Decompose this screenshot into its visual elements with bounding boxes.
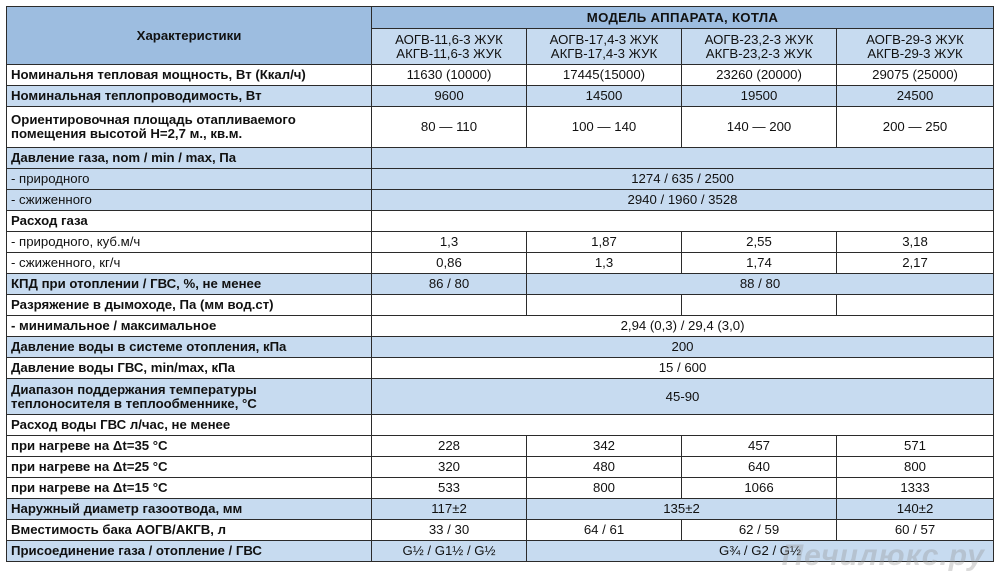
cell-value: 3,18 [837, 232, 994, 253]
cell-value: 457 [682, 436, 837, 457]
cell-value: G¾ / G2 / G½ [527, 541, 994, 562]
cell-value: 800 [527, 478, 682, 499]
cell-value: 29075 (25000) [837, 65, 994, 86]
table-row [7, 415, 994, 436]
table-row [7, 274, 994, 295]
model-header: МОДЕЛЬ АППАРАТА, КОТЛА [372, 7, 994, 29]
cell-value: 24500 [837, 86, 994, 107]
table-row [7, 541, 994, 562]
cell-empty [372, 415, 994, 436]
cell-value: 64 / 61 [527, 520, 682, 541]
cell-value: 88 / 80 [527, 274, 994, 295]
site-watermark: Печилюкс.ру [781, 539, 985, 572]
cell-value: 60 / 57 [837, 520, 994, 541]
cell-value: 2940 / 1960 / 3528 [372, 190, 994, 211]
row-label: при нагреве на Δt=35 °С [7, 436, 372, 457]
cell-value: 0,86 [372, 253, 527, 274]
cell-value: 571 [837, 436, 994, 457]
row-label: Давление воды ГВС, min/max, кПа [7, 358, 372, 379]
cell-value: 640 [682, 457, 837, 478]
cell-value: 140 — 200 [682, 107, 837, 148]
cell-empty [682, 295, 837, 316]
cell-value: 86 / 80 [372, 274, 527, 295]
table-row [7, 107, 994, 148]
table-row [7, 436, 994, 457]
cell-value: 1066 [682, 478, 837, 499]
cell-value: 19500 [682, 86, 837, 107]
row-label: КПД при отоплении / ГВС, %, не менее [7, 274, 372, 295]
cell-value: 1,87 [527, 232, 682, 253]
row-label: Наружный диаметр газоотвода, мм [7, 499, 372, 520]
header-row [7, 7, 994, 29]
cell-value: 100 — 140 [527, 107, 682, 148]
row-label: - минимальное / максимальное [7, 316, 372, 337]
table-row [7, 190, 994, 211]
row-label: Давление газа, nom / min / max, Па [7, 148, 372, 169]
cell-value: 2,94 (0,3) / 29,4 (3,0) [372, 316, 994, 337]
cell-value: 1274 / 635 / 2500 [372, 169, 994, 190]
cell-value: 200 — 250 [837, 107, 994, 148]
row-label: при нагреве на Δt=25 °С [7, 457, 372, 478]
cell-empty [527, 295, 682, 316]
cell-value: 140±2 [837, 499, 994, 520]
table-row [7, 316, 994, 337]
cell-value: 23260 (20000) [682, 65, 837, 86]
row-label: Присоединение газа / отопление / ГВС [7, 541, 372, 562]
cell-value: 200 [372, 337, 994, 358]
cell-value: 2,17 [837, 253, 994, 274]
unit-name-4: АОГВ-29-3 ЖУК АКГВ-29-3 ЖУК [837, 29, 994, 65]
cell-empty [372, 295, 527, 316]
row-label: Номинальная теплопроводимость, Вт [7, 86, 372, 107]
cell-empty [372, 148, 994, 169]
cell-value: 80 — 110 [372, 107, 527, 148]
table-row [7, 169, 994, 190]
cell-value: 45-90 [372, 379, 994, 415]
table-row [7, 148, 994, 169]
characteristics-header: Характеристики [7, 7, 372, 65]
row-label: Диапазон поддержания температуры теплоносителя в теплообменнике, °С [7, 379, 372, 415]
table-row [7, 65, 994, 86]
row-label: при нагреве на Δt=15 °С [7, 478, 372, 499]
table-row [7, 520, 994, 541]
table-row [7, 478, 994, 499]
specifications-table [6, 6, 994, 562]
row-label: Ориентировочная площадь отапливаемого помещения высотой Н=2,7 м., кв.м. [7, 107, 372, 148]
cell-value: 17445(15000) [527, 65, 682, 86]
cell-value: 533 [372, 478, 527, 499]
cell-value: 135±2 [527, 499, 837, 520]
cell-empty [372, 211, 994, 232]
row-label: - сжиженного, кг/ч [7, 253, 372, 274]
unit-name-2: АОГВ-17,4-3 ЖУК АКГВ-17,4-3 ЖУК [527, 29, 682, 65]
table-row [7, 86, 994, 107]
cell-value: 1,74 [682, 253, 837, 274]
cell-value: 228 [372, 436, 527, 457]
cell-value: 1,3 [527, 253, 682, 274]
unit-name-1: АОГВ-11,6-3 ЖУК АКГВ-11,6-3 ЖУК [372, 29, 527, 65]
row-label: Разряжение в дымоходе, Па (мм вод.ст) [7, 295, 372, 316]
cell-value: 15 / 600 [372, 358, 994, 379]
row-label: Номинальня тепловая мощность, Вт (Ккал/ч) [7, 65, 372, 86]
cell-value: 342 [527, 436, 682, 457]
cell-value: 2,55 [682, 232, 837, 253]
table-row [7, 232, 994, 253]
table-row [7, 211, 994, 232]
table-row [7, 337, 994, 358]
cell-value: 1,3 [372, 232, 527, 253]
row-label: - природного, куб.м/ч [7, 232, 372, 253]
row-label: - природного [7, 169, 372, 190]
table-row [7, 253, 994, 274]
cell-value: 117±2 [372, 499, 527, 520]
table-row [7, 457, 994, 478]
row-label: Давление воды в системе отопления, кПа [7, 337, 372, 358]
cell-value: 14500 [527, 86, 682, 107]
cell-value: 800 [837, 457, 994, 478]
cell-value: 1333 [837, 478, 994, 499]
cell-value: 320 [372, 457, 527, 478]
cell-value: 62 / 59 [682, 520, 837, 541]
table-row [7, 358, 994, 379]
table-row [7, 499, 994, 520]
cell-value: 33 / 30 [372, 520, 527, 541]
cell-empty [837, 295, 994, 316]
table-row [7, 379, 994, 415]
cell-value: 11630 (10000) [372, 65, 527, 86]
unit-name-3: АОГВ-23,2-3 ЖУК АКГВ-23,2-3 ЖУК [682, 29, 837, 65]
cell-value: G½ / G1½ / G½ [372, 541, 527, 562]
table-row [7, 295, 994, 316]
row-label: Расход газа [7, 211, 372, 232]
cell-value: 480 [527, 457, 682, 478]
row-label: - сжиженного [7, 190, 372, 211]
row-label: Вместимость бака АОГВ/АКГВ, л [7, 520, 372, 541]
cell-value: 9600 [372, 86, 527, 107]
row-label: Расход воды ГВС л/час, не менее [7, 415, 372, 436]
